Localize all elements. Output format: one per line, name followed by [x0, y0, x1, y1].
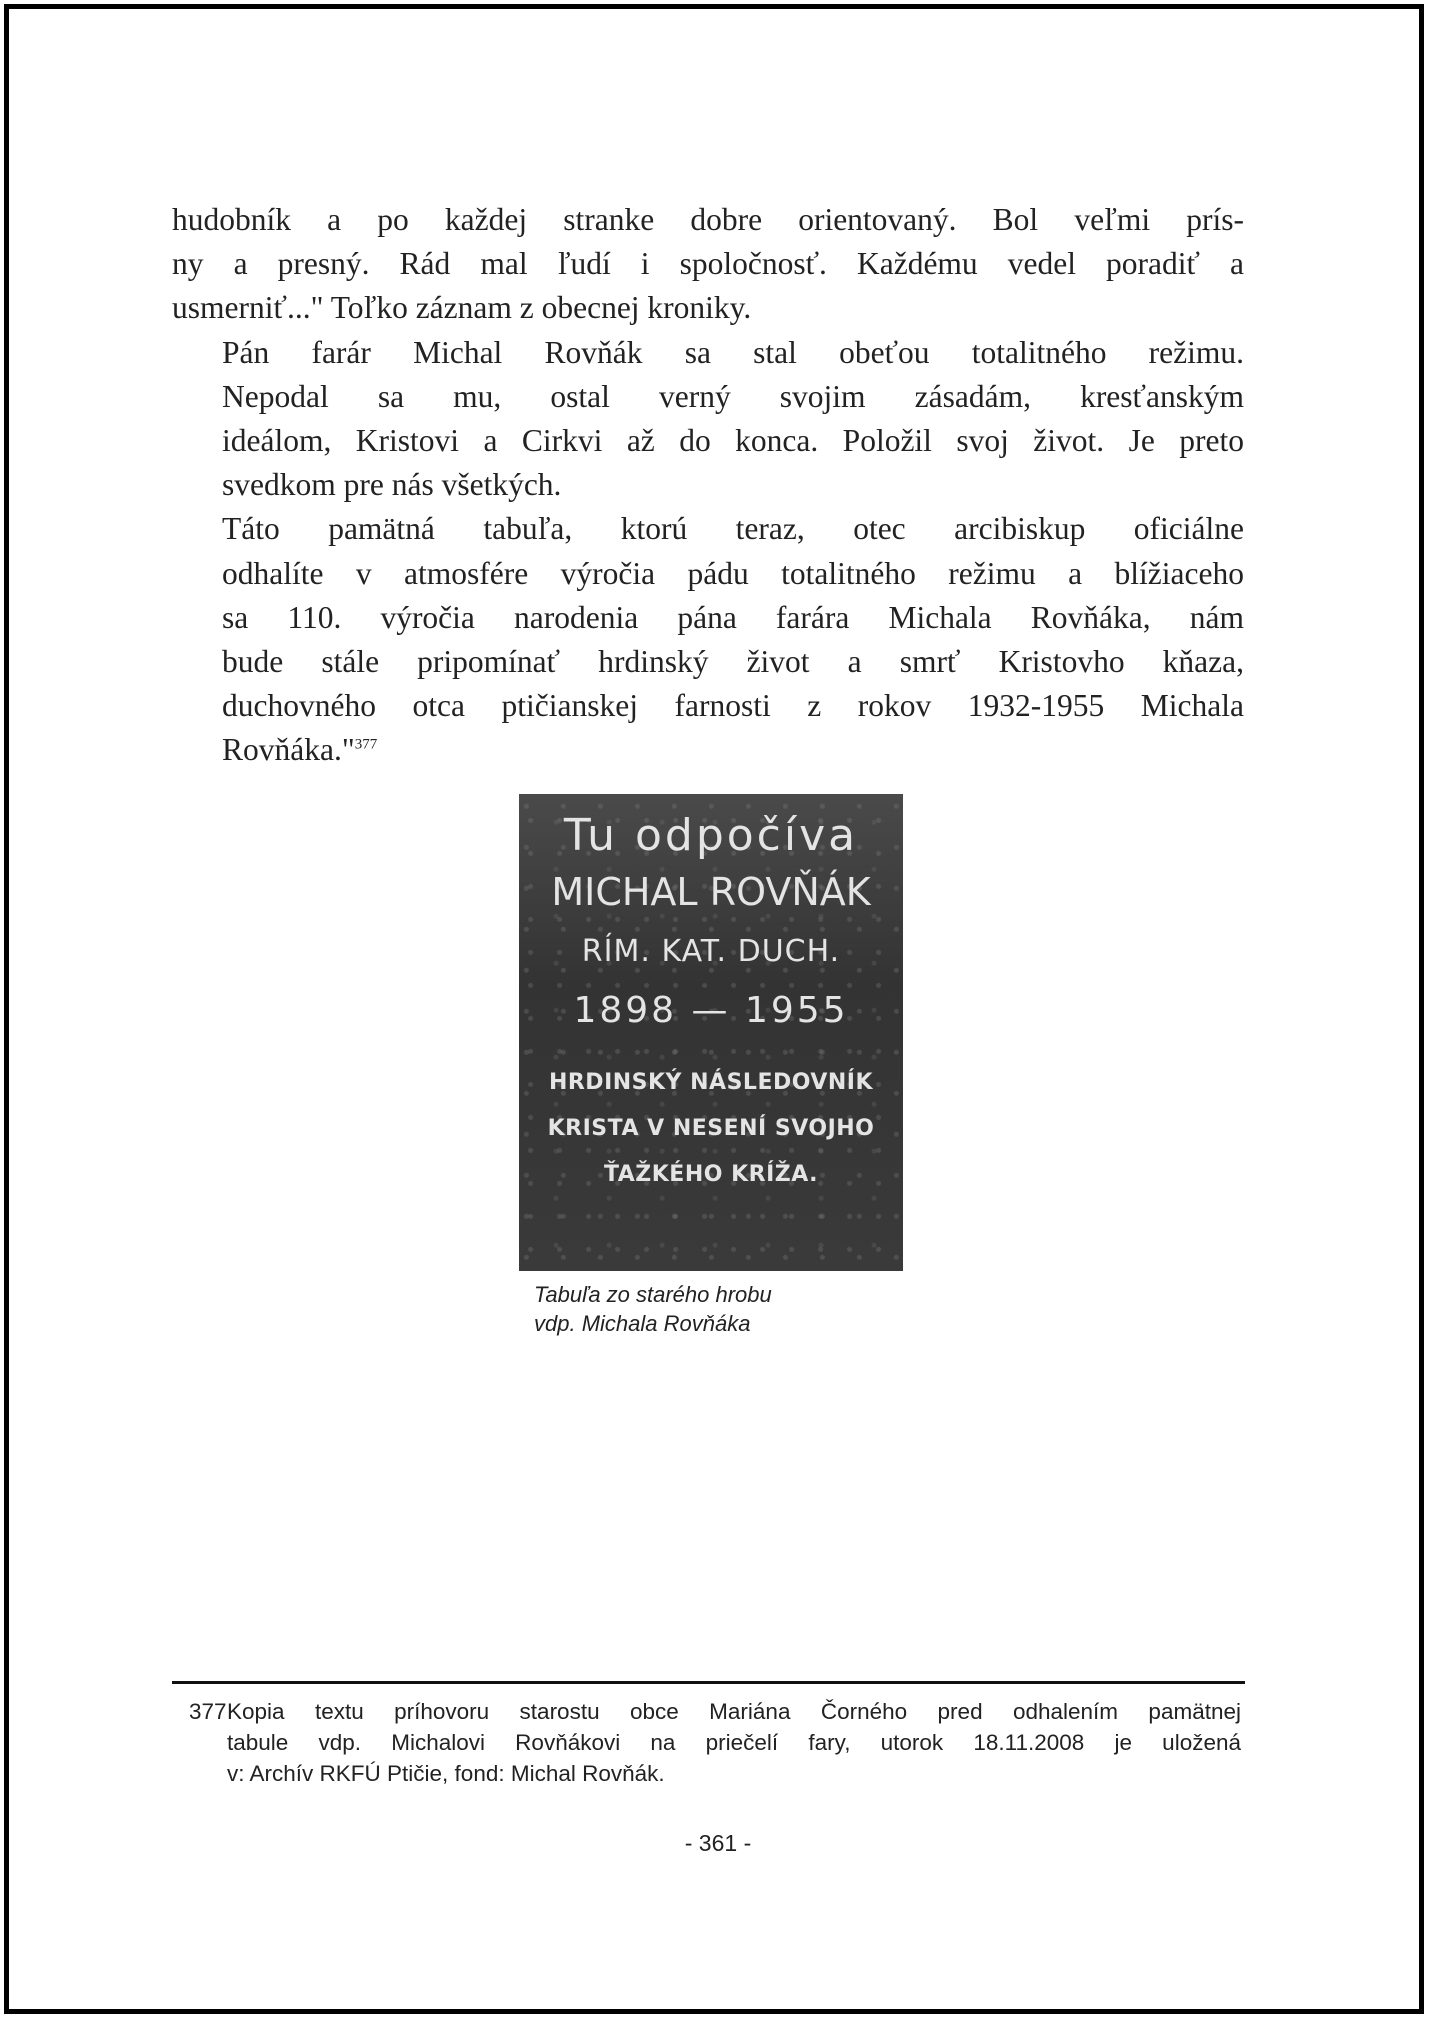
caption-line-2: vdp. Michala Rovňáka: [534, 1311, 751, 1336]
text-line: odhalíte v atmosfére výročia pádu totalitného režimu a blížiaceho: [222, 555, 1244, 591]
text-line: sa 110. výročia narodenia pána farára Michala Rovňáka, nám: [222, 599, 1244, 635]
footnote-line: tabule vdp. Michalovi Rovňákovi na priečelí fary, utorok 18.11.2008 je uložená: [227, 1730, 1241, 1755]
footnote-text: [227, 1696, 1241, 1789]
text-line: Táto pamätná tabuľa, ktorú teraz, otec arcibiskup oficiálne: [222, 511, 1244, 547]
footnote-reference[interactable]: 377: [354, 736, 378, 753]
plaque-line-3: RÍM. KAT. DUCH.: [581, 934, 841, 969]
text-line: Rovňáka.": [222, 732, 355, 768]
text-line: Pán farár Michal Rovňák sa stal obeťou totalitného režimu.: [222, 334, 1244, 370]
paragraph-2: [172, 331, 1244, 508]
plaque-line-7: ŤAŽKÉHO KRÍŽA.: [603, 1162, 819, 1187]
text-line-with-footnote: [172, 728, 1244, 772]
plaque-line-4: 1898 — 1955: [573, 990, 849, 1031]
plaque-line-2: MICHAL ROVŇÁK: [551, 870, 871, 914]
text-line: hudobník a po každej stranke dobre orientovaný. Bol veľmi prís-: [172, 202, 1244, 237]
paragraph-3: [172, 507, 1244, 772]
footnote: [189, 1696, 1241, 1789]
page-number: - 361 -: [684, 1830, 752, 1856]
memorial-plaque-photo: [519, 794, 903, 1271]
plaque-line-1: Tu odpočíva: [563, 810, 859, 861]
plaque-line-5: HRDINSKÝ NÁSLEDOVNÍK: [548, 1070, 874, 1095]
text-line: usmerniť..." Toľko záznam z obecnej kroniky.: [172, 290, 752, 326]
text-line: svedkom pre nás všetkých.: [222, 467, 562, 503]
footnote-separator: [172, 1681, 1245, 1684]
text-line: ny a presný. Rád mal ľudí i spoločnosť. Každému vedel poradiť a: [172, 246, 1244, 282]
text-line: duchovného otca ptičianskej farnosti z rokov 1932-1955 Michala: [222, 688, 1244, 724]
paragraph-1: [172, 198, 1244, 331]
footnote-line: Kopia textu príhovoru starostu obce Mariána Čorného pred odhalením pamätnej: [227, 1699, 1241, 1724]
figure-caption: [534, 1280, 934, 1338]
text-line: Nepodal sa mu, ostal verný svojim zásadám, kresťanským: [222, 378, 1244, 414]
text-line: bude stále pripomínať hrdinský život a smrť Kristovho kňaza,: [222, 644, 1244, 680]
text-line: ideálom, Kristovi a Cirkvi až do konca. Položil svoj život. Je preto: [222, 423, 1244, 459]
footnote-number: 377: [189, 1699, 227, 1724]
plaque-line-6: KRISTA V NESENÍ SVOJHO: [547, 1116, 875, 1141]
main-text: [172, 198, 1244, 773]
footnote-line: v: Archív RKFÚ Ptičie, fond: Michal Rovňák.: [227, 1761, 665, 1786]
caption-line-1: Tabuľa zo starého hrobu: [534, 1282, 772, 1307]
